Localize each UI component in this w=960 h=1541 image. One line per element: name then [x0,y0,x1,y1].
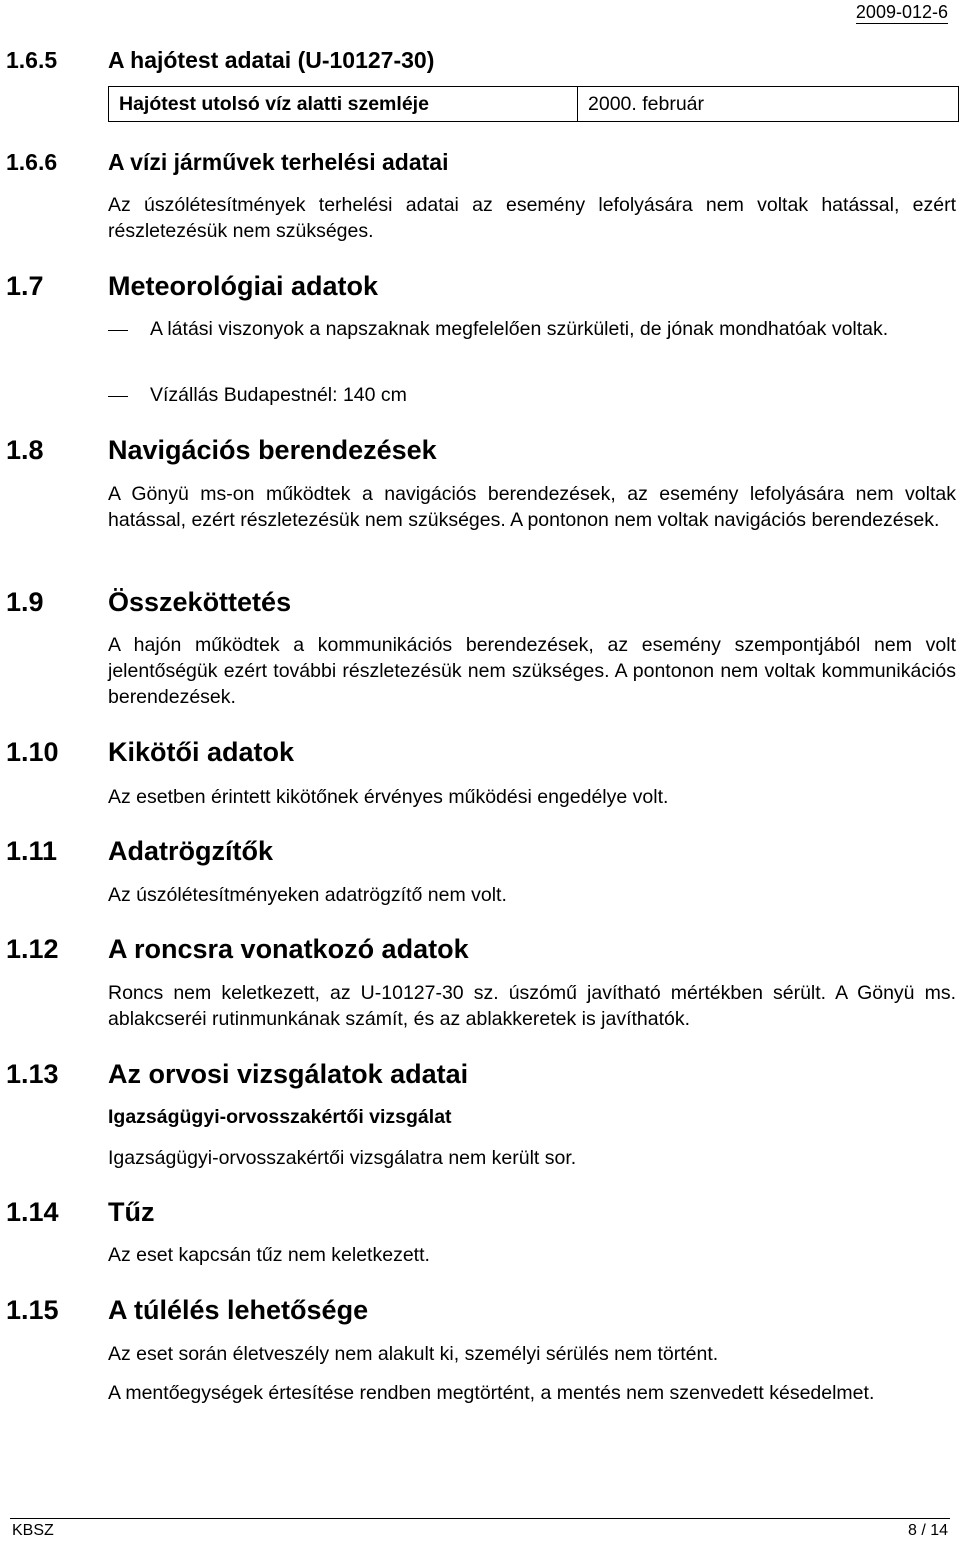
page-number: 8 / 14 [907,1522,948,1539]
dash-bullet-icon [108,330,128,331]
section-number: 1.10 [6,737,59,767]
section-number: 1.11 [6,836,58,866]
paragraph-medical: Igazságügyi-orvosszakértői vizsgálatra nem került sor. [108,1147,577,1169]
table-row [109,87,959,122]
paragraph-port: Az esetben érintett kikötőnek érvényes működési engedélye volt. [108,786,669,808]
paragraph-survival-1: Az eset során életveszély nem alakult ki, személyi sérülés nem történt. [108,1343,719,1365]
paragraph-navigation: A Gönyü ms-on működtek a navigációs berendezések, az esemény lefolyására nem voltak hatással, ezért részletezésük nem szükséges. A pontonon nem voltak navigációs berendezések. [108,483,956,531]
footer-divider [10,1518,950,1519]
survey-label-cell: Hajótest utolsó víz alatti szemléje [109,87,578,122]
list-item-text: Vízállás Budapestnél: 140 cm [150,384,407,406]
section-heading-1-13 [6,1058,468,1090]
section-heading-1-6-5 [6,46,434,74]
survey-value-cell: 2000. február [578,87,959,122]
paragraph-survival-2: A mentőegységek értesítése rendben megtörtént, a mentés nem szenvedett késedelmet. [108,1382,875,1404]
section-heading-1-7 [6,270,378,302]
section-number: 1.14 [6,1197,59,1227]
subheading-forensic-exam: Igazságügyi-orvosszakértői vizsgálat [108,1106,452,1128]
section-heading-1-12 [6,933,469,965]
section-title: Adatrögzítők [108,836,273,866]
section-number: 1.15 [6,1295,59,1325]
paragraph-communication: A hajón működtek a kommunikációs berendezések, az esemény szempontjából nem volt jelentőségük ezért további részletezésük nem szükséges. A pontonon nem voltak kommunikációs berendezések. [108,634,956,708]
section-number: 1.6.6 [6,149,58,175]
section-title: A roncsra vonatkozó adatok [108,934,469,964]
section-number: 1.9 [6,587,44,617]
paragraph-recorders: Az úszólétesítményeken adatrögzítő nem volt. [108,884,507,906]
list-item-text: A látási viszonyok a napszaknak megfelelően szürkületi, de jónak mondhatóak voltak. [150,318,889,340]
section-title: Összeköttetés [108,587,292,617]
list-item [108,316,956,342]
section-number: 1.8 [6,435,44,465]
dash-bullet-icon [108,396,128,397]
section-heading-1-6-6 [6,148,448,176]
section-title: Meteorológiai adatok [108,271,379,301]
paragraph-fire: Az eset kapcsán tűz nem keletkezett. [108,1244,430,1266]
section-title: Kikötői adatok [108,737,295,767]
list-item [108,382,956,408]
section-heading-1-15 [6,1294,368,1326]
section-number: 1.6.5 [6,47,58,73]
section-heading-1-11 [6,835,273,867]
paragraph-load-data: Az úszólétesítmények terhelési adatai az esemény lefolyására nem voltak hatással, ezért részletezésük nem szükséges. [108,194,956,242]
section-title: Az orvosi vizsgálatok adatai [108,1059,469,1089]
section-heading-1-10 [6,736,294,768]
section-title: Navigációs berendezések [108,435,437,465]
footer-organization: KBSZ [12,1522,54,1539]
section-title: Tűz [108,1197,155,1227]
section-heading-1-9 [6,586,291,618]
paragraph-wreck: Roncs nem keletkezett, az U-10127-30 sz. úszómű javítható mértékben sérült. A Gönyü ms. ablakcseréi rutinmunkának számít, és az ablakkeretek is javíthatók. [108,982,956,1030]
section-number: 1.12 [6,934,59,964]
section-title: A hajótest adatai (U-10127-30) [108,47,435,73]
section-heading-1-8 [6,434,437,466]
section-title: A vízi járművek terhelési adatai [108,149,449,175]
hull-survey-table [108,86,959,122]
section-number: 1.13 [6,1059,59,1089]
section-number: 1.7 [6,271,44,301]
document-id: 2009-012-6 [855,2,948,22]
section-heading-1-14 [6,1196,155,1228]
section-title: A túlélés lehetősége [108,1295,369,1325]
